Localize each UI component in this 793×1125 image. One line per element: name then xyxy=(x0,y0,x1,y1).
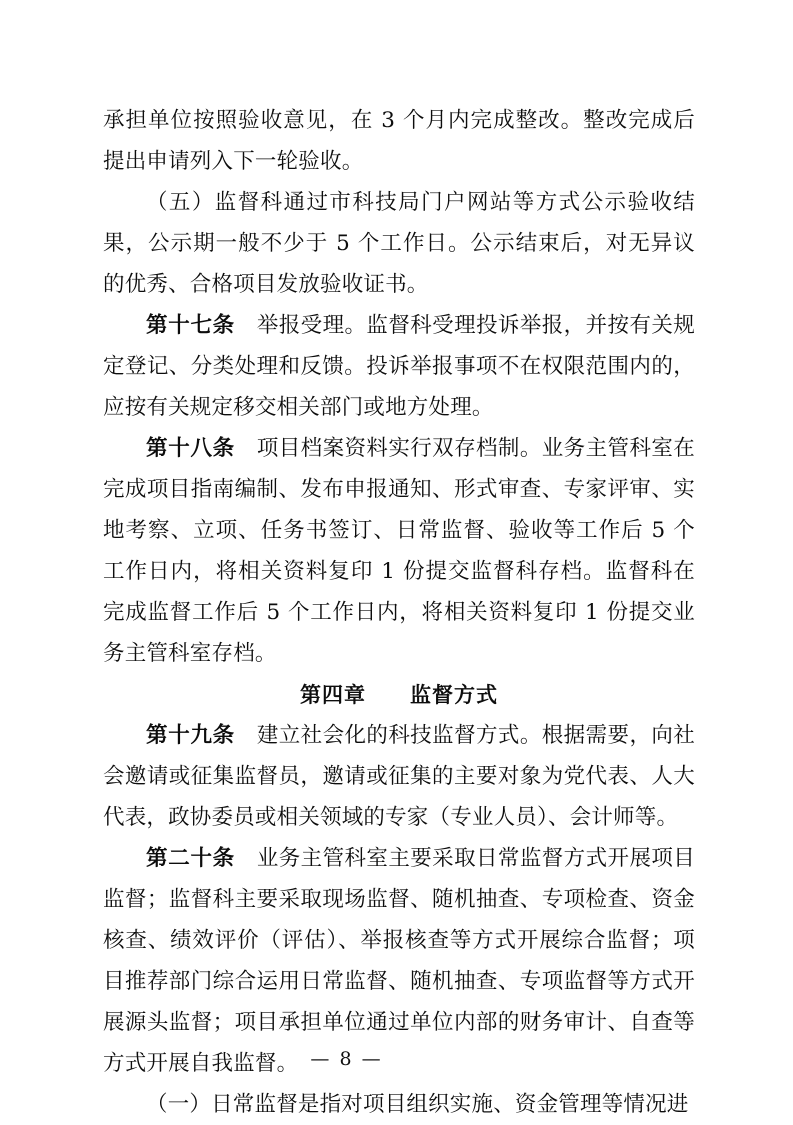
chapter-title-4: 第四章 监督方式 xyxy=(300,682,498,707)
document-body xyxy=(103,100,695,1125)
article-text-18: 项目档案资料实行双存档制。业务主管科室在完成项目指南编制、发布申报通知、形式审查、专家评审、实地考察、立项、任务书签订、日常监督、验收等工作后 5 个工作日内，将相关资料复印 1 份提交监督科存档。监督科在完成监督工作后 5 个工作日内，将相关资料复印 1 份提交业务主管科室存档。 xyxy=(103,436,695,666)
paragraph-article-18 xyxy=(103,428,695,674)
paragraph-item-5: （五）监督科通过市科技局门户网站等方式公示验收结果，公示期一般不少于 5 个工作日。公示结束后，对无异议的优秀、合格项目发放验收证书。 xyxy=(103,190,695,297)
paragraph-continuation: 承担单位按照验收意见，在 3 个月内完成整改。整改完成后提出申请列入下一轮验收。 xyxy=(103,108,695,174)
article-label-17: 第十七条 xyxy=(146,313,235,338)
article-label-20: 第二十条 xyxy=(146,846,235,871)
article-label-18: 第十八条 xyxy=(146,436,235,461)
paragraph-article-19 xyxy=(103,715,695,838)
article-text-19: 建立社会化的科技监督方式。根据需要，向社会邀请或征集监督员，邀请或征集的主要对象为党代表、人大代表，政协委员或相关领域的专家（专业人员）、会计师等。 xyxy=(103,723,695,830)
paragraph-article-17 xyxy=(103,305,695,428)
page-number: — 8 — xyxy=(310,1048,383,1070)
article-label-19: 第十九条 xyxy=(146,723,235,748)
page-footer xyxy=(0,1048,793,1070)
article-text-17: 举报受理。监督科受理投诉举报，并按有关规定登记、分类处理和反馈。投诉举报事项不在权限范围内的，应按有关规定移交相关部门或地方处理。 xyxy=(103,313,695,420)
paragraph-item-1: （一）日常监督是指对项目组织实施、资金管理等情况进 xyxy=(146,1092,689,1117)
article-text-20: 业务主管科室主要采取日常监督方式开展项目监督；监督科主要采取现场监督、随机抽查、专项检查、资金核查、绩效评价（评估）、举报核查等方式开展综合监督；项目推荐部门综合运用日常监督、随机抽查、专项监督等方式开展源头监督；项目承担单位通过单位内部的财务审计、自查等方式开展自我监督。 xyxy=(103,846,695,1076)
